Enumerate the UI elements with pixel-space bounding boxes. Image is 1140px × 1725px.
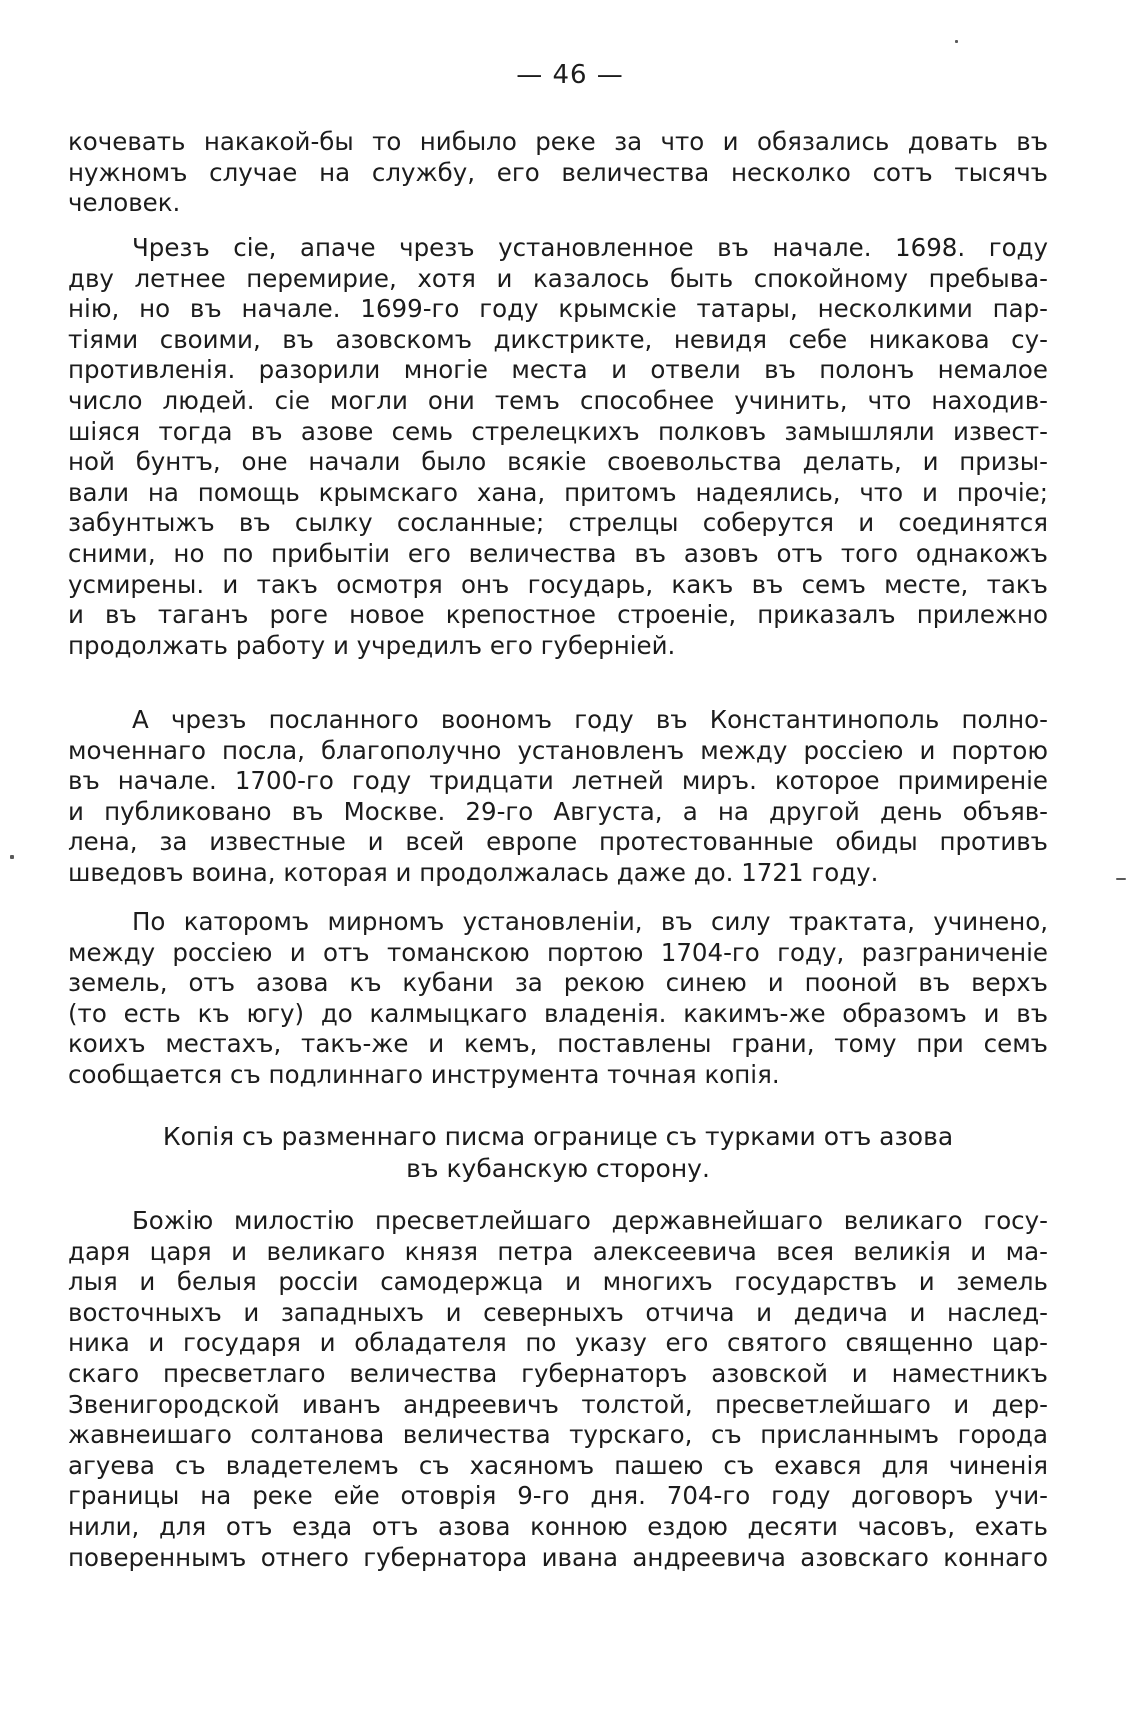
paragraph-line: жавнеишаго солтанова величества турскаго, съ присланнымъ города <box>68 1420 1048 1450</box>
paragraph-line: шведовъ воина, которая и продолжалась даже до. 1721 году. <box>68 857 879 887</box>
paragraph-line: ника и государя и обладателя по указу его святого священно цар- <box>68 1328 1048 1358</box>
paragraph-line: нужномъ случае на службу, его величества несколко сотъ тысячъ <box>68 157 1048 187</box>
paragraph-2 <box>68 233 1048 661</box>
scan-speck <box>955 40 958 43</box>
heading-line: Копія съ разменнаго писма огранице съ турками отъ азова <box>162 1122 954 1151</box>
paragraph-line: шіяся тогда въ азове семь стрелецкихъ полковъ замышляли извест- <box>68 416 1048 446</box>
paragraph-line: и въ таганъ роге новое крепостное строеніе, приказалъ прилежно <box>68 600 1048 630</box>
paragraph-line: въ начале. 1700-го году тридцати летней миръ. которое примиреніе <box>68 766 1048 796</box>
paragraph-line: нили, для отъ езда отъ азова конною ездою десяти часовъ, ехать <box>68 1511 1048 1541</box>
paragraph-4 <box>68 907 1048 1091</box>
paragraph-line: кочевать накакой-бы то нибыло реке за что и обязались довать въ <box>68 127 1048 156</box>
paragraph-3 <box>68 705 1048 889</box>
paragraph-line: забунтыжъ въ сылку сосланные; стрелцы соберутся и соединятся <box>68 508 1048 538</box>
paragraph-line: продолжать работу и учредилъ его губерніей. <box>68 630 676 660</box>
paragraph-line: агуева съ владетелемъ съ хасяномъ пашею съ ехався для чиненія <box>68 1450 1048 1480</box>
paragraph-line: Божію милостію пресветлейшаго державнейшаго великаго госу- <box>132 1206 1048 1235</box>
paragraph-line: (то есть къ югу) до калмыцкаго владенія. какимъ-же образомъ и въ <box>68 998 1048 1028</box>
paragraph-line: границы на реке ейе отоврія 9-го дня. 704-го году договоръ учи- <box>68 1481 1048 1511</box>
paragraph-5 <box>68 1206 1048 1573</box>
paragraph-line: между россіею и отъ томанскою портою 1704-го году, разграниченіе <box>68 937 1048 967</box>
heading-line: въ кубанскую сторону. <box>406 1154 710 1183</box>
paragraph-line: А чрезъ посланного воономъ году въ Константинополь полно- <box>132 705 1048 734</box>
paragraph-line: сообщается съ подлиннаго инструмента точная копія. <box>68 1059 780 1089</box>
paragraph-line: вали на помощь крымскаго хана, притомъ надеялись, что и прочіе; <box>68 477 1048 507</box>
paragraph-line: моченнаго посла, благополучно установленъ между россіею и портою <box>68 735 1048 765</box>
paragraph-line: Чрезъ сіе, апаче чрезъ установленное въ начале. 1698. году <box>132 233 1048 262</box>
paragraph-line: Звенигородской иванъ андреевичъ толстой, пресветлейшаго и дер- <box>68 1389 1048 1419</box>
paragraph-line: усмирены. и такъ осмотря онъ государь, какъ въ семъ месте, такъ <box>68 569 1048 599</box>
paragraph-line: земель, отъ азова къ кубани за рекою синею и пооной въ верхъ <box>68 968 1048 998</box>
paragraph-line: и публиковано въ Москве. 29-го Августа, а на другой день объяв- <box>68 796 1048 826</box>
paragraph-line: дву летнее перемирие, хотя и казалось быть спокойному пребыва- <box>68 263 1048 293</box>
page-number: — 46 — <box>516 60 624 90</box>
paragraph-line: коихъ местахъ, такъ-же и кемъ, поставлены грани, тому при семъ <box>68 1029 1048 1059</box>
paragraph-line: лыя и белыя россіи самодержца и многихъ государствъ и земель <box>68 1267 1048 1297</box>
paragraph-line: ной бунтъ, оне начали было всякіе своевольства делать, и призы- <box>68 447 1048 477</box>
paragraph-line: даря царя и великаго князя петра алексеевича всея великія и ма- <box>68 1236 1048 1266</box>
scan-speck <box>10 855 14 859</box>
paragraph-line: нію, но въ начале. 1699-го году крымскіе татары, несколкими пар- <box>68 294 1048 324</box>
paragraph-line: число людей. сіе могли они темъ способнее учинить, что находив- <box>68 385 1048 415</box>
paragraph-line: скаго пресветлаго величества губернаторъ азовской и наместникъ <box>68 1358 1048 1388</box>
paragraph-line: человек. <box>68 188 181 218</box>
paragraph-line: тіями своими, въ азовскомъ дикстрикте, невидя себе никакова су- <box>68 324 1048 354</box>
section-heading <box>68 1121 1048 1185</box>
scan-speck <box>1116 878 1126 880</box>
paragraph-line: повереннымъ отнего губернатора ивана андреевича азовскаго коннаго <box>68 1542 1048 1572</box>
paragraph-line: По каторомъ мирномъ установленіи, въ силу трактата, учинено, <box>132 907 1048 936</box>
paragraph-line: восточныхъ и западныхъ и северныхъ отчича и дедича и наслед- <box>68 1297 1048 1327</box>
paragraph-line: сними, но по прибытіи его величества въ азовъ отъ того однакожъ <box>68 538 1048 568</box>
paragraph-line: лена, за известные и всей европе протестованные обиды противъ <box>68 827 1048 857</box>
paragraph-line: противленія. разорили многіе места и отвели въ полонъ немалое <box>68 355 1048 385</box>
paragraph-1 <box>68 127 1048 219</box>
